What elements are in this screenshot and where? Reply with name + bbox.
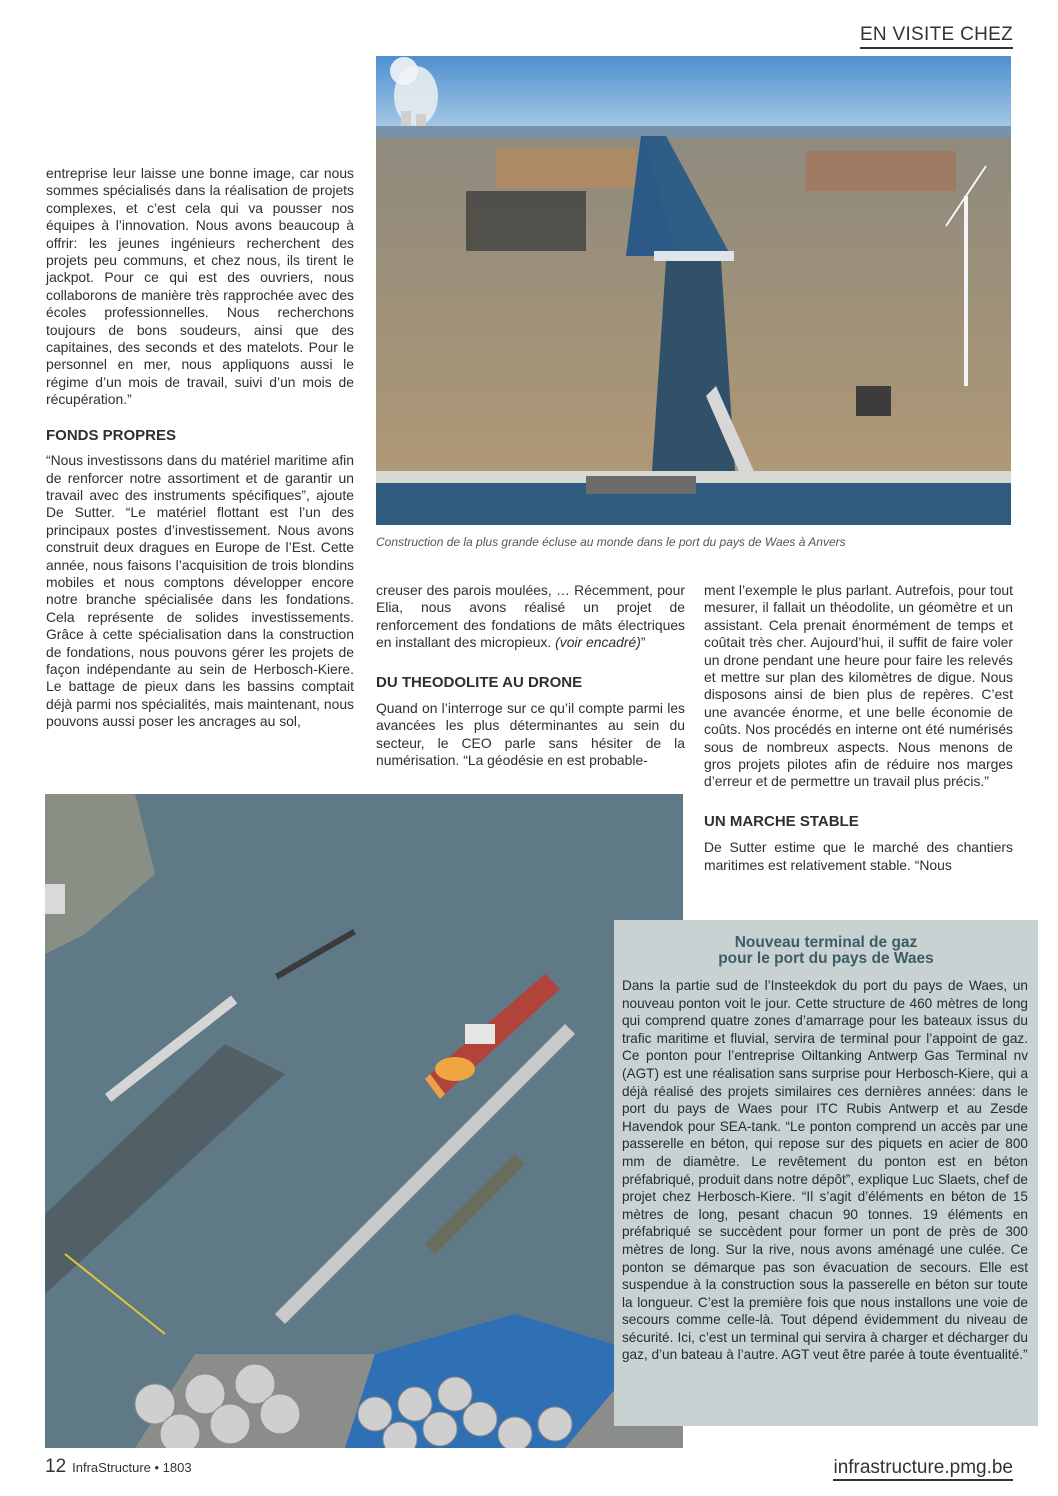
column-3 <box>704 582 1013 874</box>
column-1 <box>46 165 354 731</box>
paragraph: entreprise leur laisse une bonne image, car nous sommes spécialisés dans la réalisation de projets complexes, et c’est cela qui va pousser nos équipes à l’innovation. Nous avons beaucoup à offrir: les jeunes ingénieurs recherchent des projets peu communs, et chez nous, ils tirent le jackpot. Pour ce qui est des ouvriers, nous collaborons de manière très rapprochée avec des écoles professionnelles. Nous recherchons toujours de bons soudeurs, ainsi que des capitaines, des seconds et des matelots. Pour le personnel en mer, nous appliquons aussi le régime d’un mois de travail, suivi d’un mois de récupération.” <box>46 165 354 408</box>
paragraph: Quand on l’interroge sur ce qu’il compte parmi les avancées les plus déterminantes au sein du secteur, le CEO parle sans hésiter de la numérisation. “La géodésie en est probable- <box>376 700 685 769</box>
paragraph: ment l’exemple le plus parlant. Autrefois, pour tout mesurer, il fallait un théodolite, un géomètre et un assistant. Cela prenait énormément de temps et coûtait très cher. Aujourd’hui, il suffit de faire voler un drone pendant une heure pour faire les relevés et mettre sur plan des kilomètres de digue. Nous disposons ainsi de bien plus de repères. C’est une avancée énorme, et une belle économie de coûts. Nos procédés en interne ont été numérisés sous de nombreux aspects. Nous menons de gros projets pilotes afin de réduire nos marges d’erreur et de permettre un travail plus précis.” <box>704 582 1013 790</box>
terminal-aerial-illustration <box>45 794 683 1448</box>
paragraph: creuser des parois moulées, … Récemment, pour Elia, nous avons réalisé un projet de renforcement des fondations de mâts électriques en installant des micropieux. (voir encadré)” <box>376 582 685 651</box>
paragraph: De Sutter estime que le marché des chantiers maritimes est relativement stable. “Nous <box>704 839 1013 873</box>
magazine-issue: InfraStructure • 1803 <box>72 1460 192 1475</box>
box-title: Nouveau terminal de gaz pour le port du pays de Waes <box>718 934 934 967</box>
subheading-fonds-propres: FONDS PROPRES <box>46 426 177 444</box>
see-box-reference: (voir encadré) <box>555 634 641 651</box>
section-tag: EN VISITE CHEZ <box>860 24 1013 49</box>
sidebar-box <box>614 920 1038 1426</box>
footer-page-info <box>45 1456 192 1478</box>
gas-terminal-photo <box>45 794 683 1448</box>
page-number: 12 <box>45 1456 67 1477</box>
website-link[interactable]: infrastructure.pmg.be <box>833 1457 1013 1481</box>
lock-aerial-illustration <box>376 56 1011 525</box>
paragraph: “Nous investissons dans du matériel maritime afin de renforcer notre assortiment et de garantir un travail avec des instruments spécifiques”, ajoute De Sutter. “Le matériel flottant est l’un des principaux postes d’investissement. Nous avons construit deux dragues en Europe de l’Est. Cette année, nous faisons l’acquisition de trois blondins mobiles et nous comptons développer encore notre branche spécialisée dans les fondations. Cela représente de solides investissements. Grâce à cette spécialisation dans la construction de fondations, nous pouvons gérer les projets de façon indépendante au sein de Herbosch-Kiere. Le battage de pieux dans les bassins comptait déjà parmi nos spécialités, mais maintenant, nous pouvons aussi poser les ancrages au sol, <box>46 452 354 730</box>
lock-construction-photo <box>376 56 1011 525</box>
subheading-theodolite-drone: DU THEODOLITE AU DRONE <box>376 673 583 691</box>
column-2 <box>376 582 685 770</box>
subheading-marche-stable: UN MARCHE STABLE <box>704 812 859 830</box>
box-body: Dans la partie sud de l’Insteekdok du port du pays de Waes, un nouveau ponton voit le jour. Cette structure de 460 mètres de long qui comprend quatre zones d’amarrage pour les bateaux issus du trafic maritime et fluvial, servira de terminal pour l’appoint de gaz. Ce ponton pour l’entreprise Oiltanking Antwerp Gas Terminal nv (AGT) est une réalisation sans surprise pour Herbosch-Kiere, qui a déjà réalisé des projets similaires ces dernières années: dans le port du pays de Waes pour ITC Rubis Antwerp et au Zesde Havendok pour SEA-tank. “Le ponton comprend un accès par une passerelle en béton, qui repose sur des piquets en acier de 800 mm de diamètre. Le revêtement du ponton est en béton préfabriqué, produit dans notre dépôt”, explique Luc Slaets, chef de projet chez Herbosch-Kiere. “Il s’agit d’éléments en béton de 15 mètres de long, pesant chacun 90 tonnes. 19 éléments en préfabriqué se succèdent pour former un pont de près de 300 mètres de long. Sur la rive, nous avons aménagé une culée. Ce ponton se démarque pas son évacuation de secours. Elle est suspendue à la construction sous la passerelle en béton sur toute la longueur. C’est la première fois que nous installons une voie de secours comme celle-là. Tout dépend évidemment du niveau de sécurité. Ici, c’est un terminal qui servira à charger et décharger du gaz, d’un bateau à l’autre. AGT veut être parée à toute éventualité.” <box>622 978 1028 1363</box>
photo-caption: Construction de la plus grande écluse au monde dans le port du pays de Waes à Anvers <box>376 535 846 549</box>
